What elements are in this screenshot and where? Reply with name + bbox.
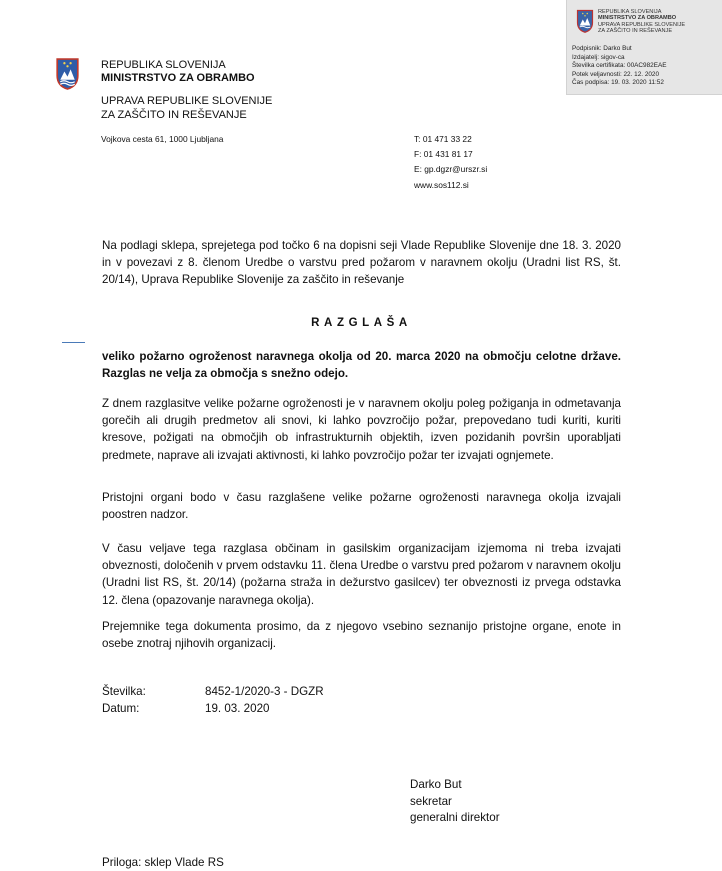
signer-position: generalni direktor xyxy=(410,811,500,824)
date-label: Datum: xyxy=(102,702,140,715)
header-country: REPUBLIKA SLOVENIJA xyxy=(101,59,226,71)
phone: T: 01 471 33 22 xyxy=(414,134,472,144)
header-ministry: MINISTRSTVO ZA OBRAMBO xyxy=(101,72,255,84)
ministry-header xyxy=(101,59,255,85)
signature-valid-until: Potek veljavnosti: 22. 12. 2020 xyxy=(572,70,660,78)
document-title: RAZGLAŠA xyxy=(311,317,412,329)
declaration: veliko požarno ogroženost naravnega okolja od 20. marca 2020 na območju celotne države. Razglas ne velja za območja s snežno odejo. xyxy=(102,350,621,381)
email-link[interactable]: E: gp.dgzr@urszr.si xyxy=(414,164,488,175)
signature-signer: Podpisnik: Darko But xyxy=(572,45,632,52)
attachment-note: Priloga: sklep Vlade RS xyxy=(102,856,224,869)
number-label: Številka: xyxy=(102,685,146,698)
signer-title: sekretar xyxy=(410,794,452,808)
agency-header xyxy=(101,94,272,122)
signer-name: Darko But xyxy=(410,778,462,791)
number-value: 8452-1/2020-3 - DGZR xyxy=(205,685,324,698)
header-agency-line2: ZA ZAŠČITO IN REŠEVANJE xyxy=(101,109,247,121)
postal-address: Vojkova cesta 61, 1000 Ljubljana xyxy=(101,134,224,144)
paragraph-recipients: Prejemnike tega dokumenta prosimo, da z njegovo vsebino seznanijo pristojne organe, enote in osebe znotraj njihovih organizacij. xyxy=(102,620,621,651)
signature-cert-number: Številka certifikata: 00AC982EAE xyxy=(572,62,667,70)
coat-of-arms-icon xyxy=(55,57,80,90)
contact-block xyxy=(414,132,487,193)
paragraph-prohibitions: Z dnem razglasitve velike požarne ogroženosti je v naravnem okolju poleg požiganja in odmetavanja gorečih ali drugih predmetov ali snovi, ki lahko povzročijo požar, prepovedano tudi kuriti, kuriti kresove, požigati na območjih ob infrastrukturnih objektih, izven pozidanih površin uporabljati predmete, naprave ali izvajati aktivnosti, ki lahko povzročijo požar ter izvajati ognjemete. xyxy=(102,397,621,462)
fax: F: 01 431 81 17 xyxy=(414,149,473,160)
paragraph-supervision: Pristojni organi bodo v času razglašene velike požarne ogroženosti naravnega okolja izvajali poostren nadzor. xyxy=(102,491,621,522)
website-link[interactable]: www.sos112.si xyxy=(414,179,469,190)
header-agency-line1: UPRAVA REPUBLIKE SLOVENIJE xyxy=(101,95,273,107)
signature-time: Čas podpisa: 19. 03. 2020 11:52 xyxy=(572,79,664,87)
coat-of-arms-icon xyxy=(576,9,594,33)
digital-signature-box xyxy=(566,0,722,95)
date-value: 19. 03. 2020 xyxy=(205,702,270,715)
signature-org: REPUBLIKA SLOVENIJA MINISTRSTVO ZA OBRAMBO UPRAVA REPUBLIKE SLOVENIJE ZA ZAŠČITO IN REŠEVANJE xyxy=(598,9,686,35)
paragraph-exemptions: V času veljave tega razglasa občinam in gasilskim organizacijam izjemoma ni treba izvajati obveznosti, določenih v prvem odstavku 11. člena Uredbe o varstvu pred požarom v naravnem okolju (Uradni list RS, št. 20/14) (požarna straža in dežurstvo gasilcev) ter obveznosti iz prvega odstavka 12. člena (opazovanje naravnega okolja). xyxy=(102,542,621,607)
intro-paragraph: Na podlagi sklepa, sprejetega pod točko 6 na dopisni seji Vlade Republike Slovenije dne 18. 3. 2020 in v povezavi z 8. členom Uredbe o varstvu pred požarom v naravnem okolju (Uradni list RS, št. 20/14), Uprava Republike Slovenije za zaščito in reševanje xyxy=(102,239,621,287)
signature-block xyxy=(410,777,500,827)
margin-mark xyxy=(62,342,85,343)
signature-fields xyxy=(572,45,667,88)
signature-issuer: Izdajatelj: sigov-ca xyxy=(572,53,625,61)
